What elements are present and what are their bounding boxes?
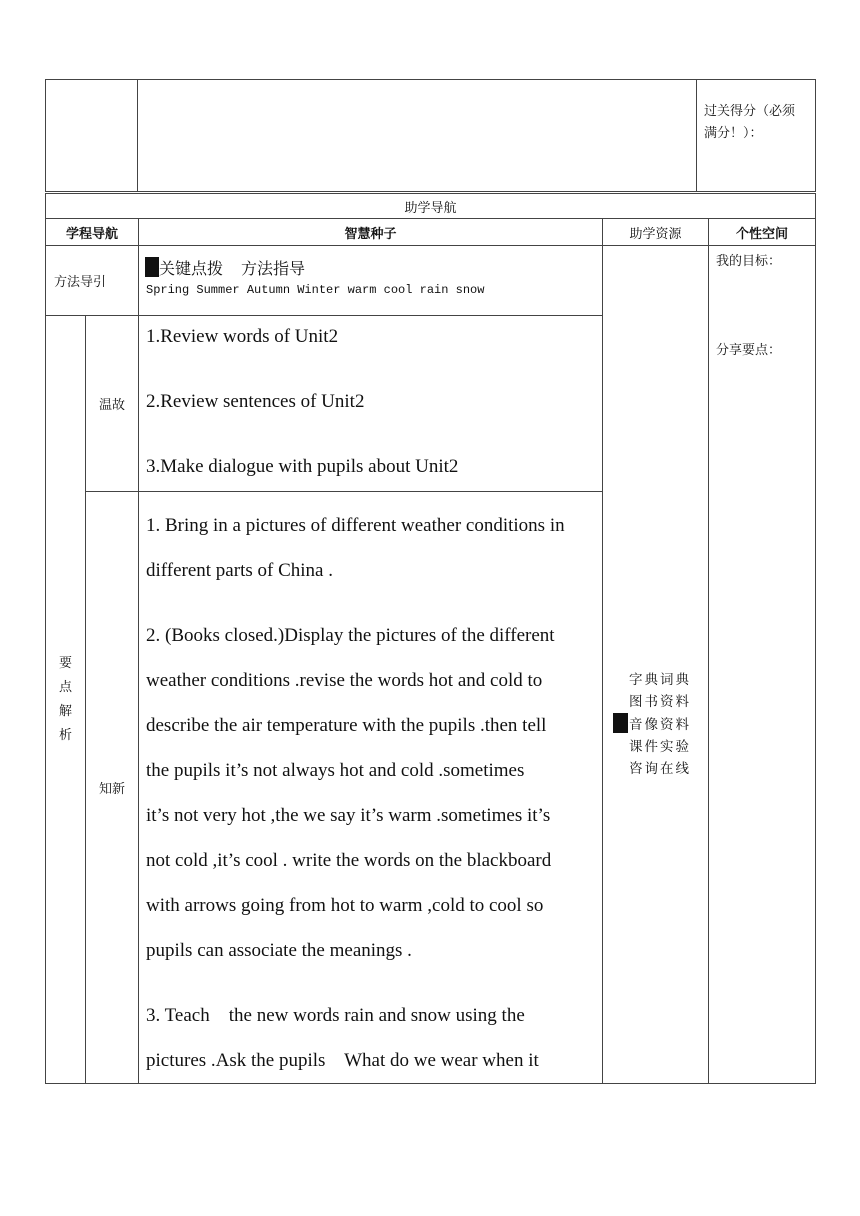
score-label-line2: 满分！）： xyxy=(704,126,763,141)
method-row-content xyxy=(139,246,603,316)
review-list xyxy=(139,316,602,478)
score-table-blank-cell-1 xyxy=(46,80,138,192)
new-knowledge-line: describe the air temperature with the pupils .then tell xyxy=(146,715,547,736)
section-label-char: 要 xyxy=(58,655,72,671)
resources-list xyxy=(609,669,708,780)
new-knowledge-line: weather conditions .revise the words hot and cold to xyxy=(146,670,543,691)
key-points-label: 关键点拨 xyxy=(159,259,224,278)
new-knowledge-line: the pupils it’s not always hot and cold .sometimes xyxy=(146,760,525,781)
new-knowledge-line: 3. Teach the new words rain and snow using the xyxy=(146,1005,525,1026)
score-label-cell xyxy=(697,80,816,192)
score-label-line1: 过关得分（必须 xyxy=(704,104,796,119)
black-marker-icon xyxy=(613,713,628,733)
share-points-label: 分享要点： xyxy=(716,343,782,358)
new-knowledge-line: pupils can associate the meanings . xyxy=(146,940,412,961)
new-knowledge-line: not cold ,it’s cool . write the words on the blackboard xyxy=(146,850,552,871)
header-resources: 助学资源 xyxy=(603,219,709,246)
score-table-blank-cell-2 xyxy=(138,80,697,192)
score-table xyxy=(45,79,816,192)
header-process: 学程导航 xyxy=(46,219,139,246)
resource-item: 咨询在线 xyxy=(629,761,691,777)
vocabulary-words: Spring Summer Autumn Winter warm cool rain snow xyxy=(146,283,485,297)
review-item: 3.Make dialogue with pupils about Unit2 xyxy=(146,456,459,477)
review-item: 1.Review words of Unit2 xyxy=(146,326,339,347)
resources-cell xyxy=(603,246,709,1084)
new-knowledge-text xyxy=(139,492,602,1083)
section-label-cell xyxy=(46,316,86,1084)
new-knowledge-line: pictures .Ask the pupils What do we wear when it xyxy=(146,1050,539,1071)
resource-item: 课件实验 xyxy=(629,739,691,755)
study-guide-table xyxy=(45,193,816,1084)
new-knowledge-line: 1. Bring in a pictures of different weather conditions in xyxy=(146,515,565,536)
new-knowledge-content xyxy=(139,492,603,1084)
method-row-label: 方法导引 xyxy=(46,246,139,316)
section-label xyxy=(59,652,73,748)
new-knowledge-line: different parts of China . xyxy=(146,560,333,581)
my-goal-label: 我的目标： xyxy=(716,254,782,269)
new-knowledge-line: it’s not very hot ,the we say it’s warm .sometimes it’s xyxy=(146,805,551,826)
review-label: 温故 xyxy=(86,316,139,492)
new-knowledge-line: with arrows going from hot to warm ,cold to cool so xyxy=(146,895,544,916)
table-title: 助学导航 xyxy=(46,194,816,219)
new-knowledge-line: 2. (Books closed.)Display the pictures of the different xyxy=(146,625,555,646)
review-item: 2.Review sentences of Unit2 xyxy=(146,391,365,412)
section-label-char: 解 xyxy=(58,703,72,719)
personal-space-cell xyxy=(709,246,816,1084)
black-marker-icon xyxy=(145,257,159,277)
resource-item: 字典词典 xyxy=(629,672,691,688)
section-label-char: 点 xyxy=(58,679,72,695)
resource-item-text: 音像资料 xyxy=(629,717,691,733)
header-personal: 个性空间 xyxy=(709,219,816,246)
resource-item-marked xyxy=(613,713,708,736)
resource-item: 图书资料 xyxy=(629,694,691,710)
section-label-char: 析 xyxy=(58,727,72,743)
new-knowledge-label: 知新 xyxy=(86,492,139,1084)
method-guide-label: 方法指导 xyxy=(241,259,306,278)
review-content xyxy=(139,316,603,492)
method-title xyxy=(139,246,602,279)
header-wisdom: 智慧种子 xyxy=(139,219,603,246)
